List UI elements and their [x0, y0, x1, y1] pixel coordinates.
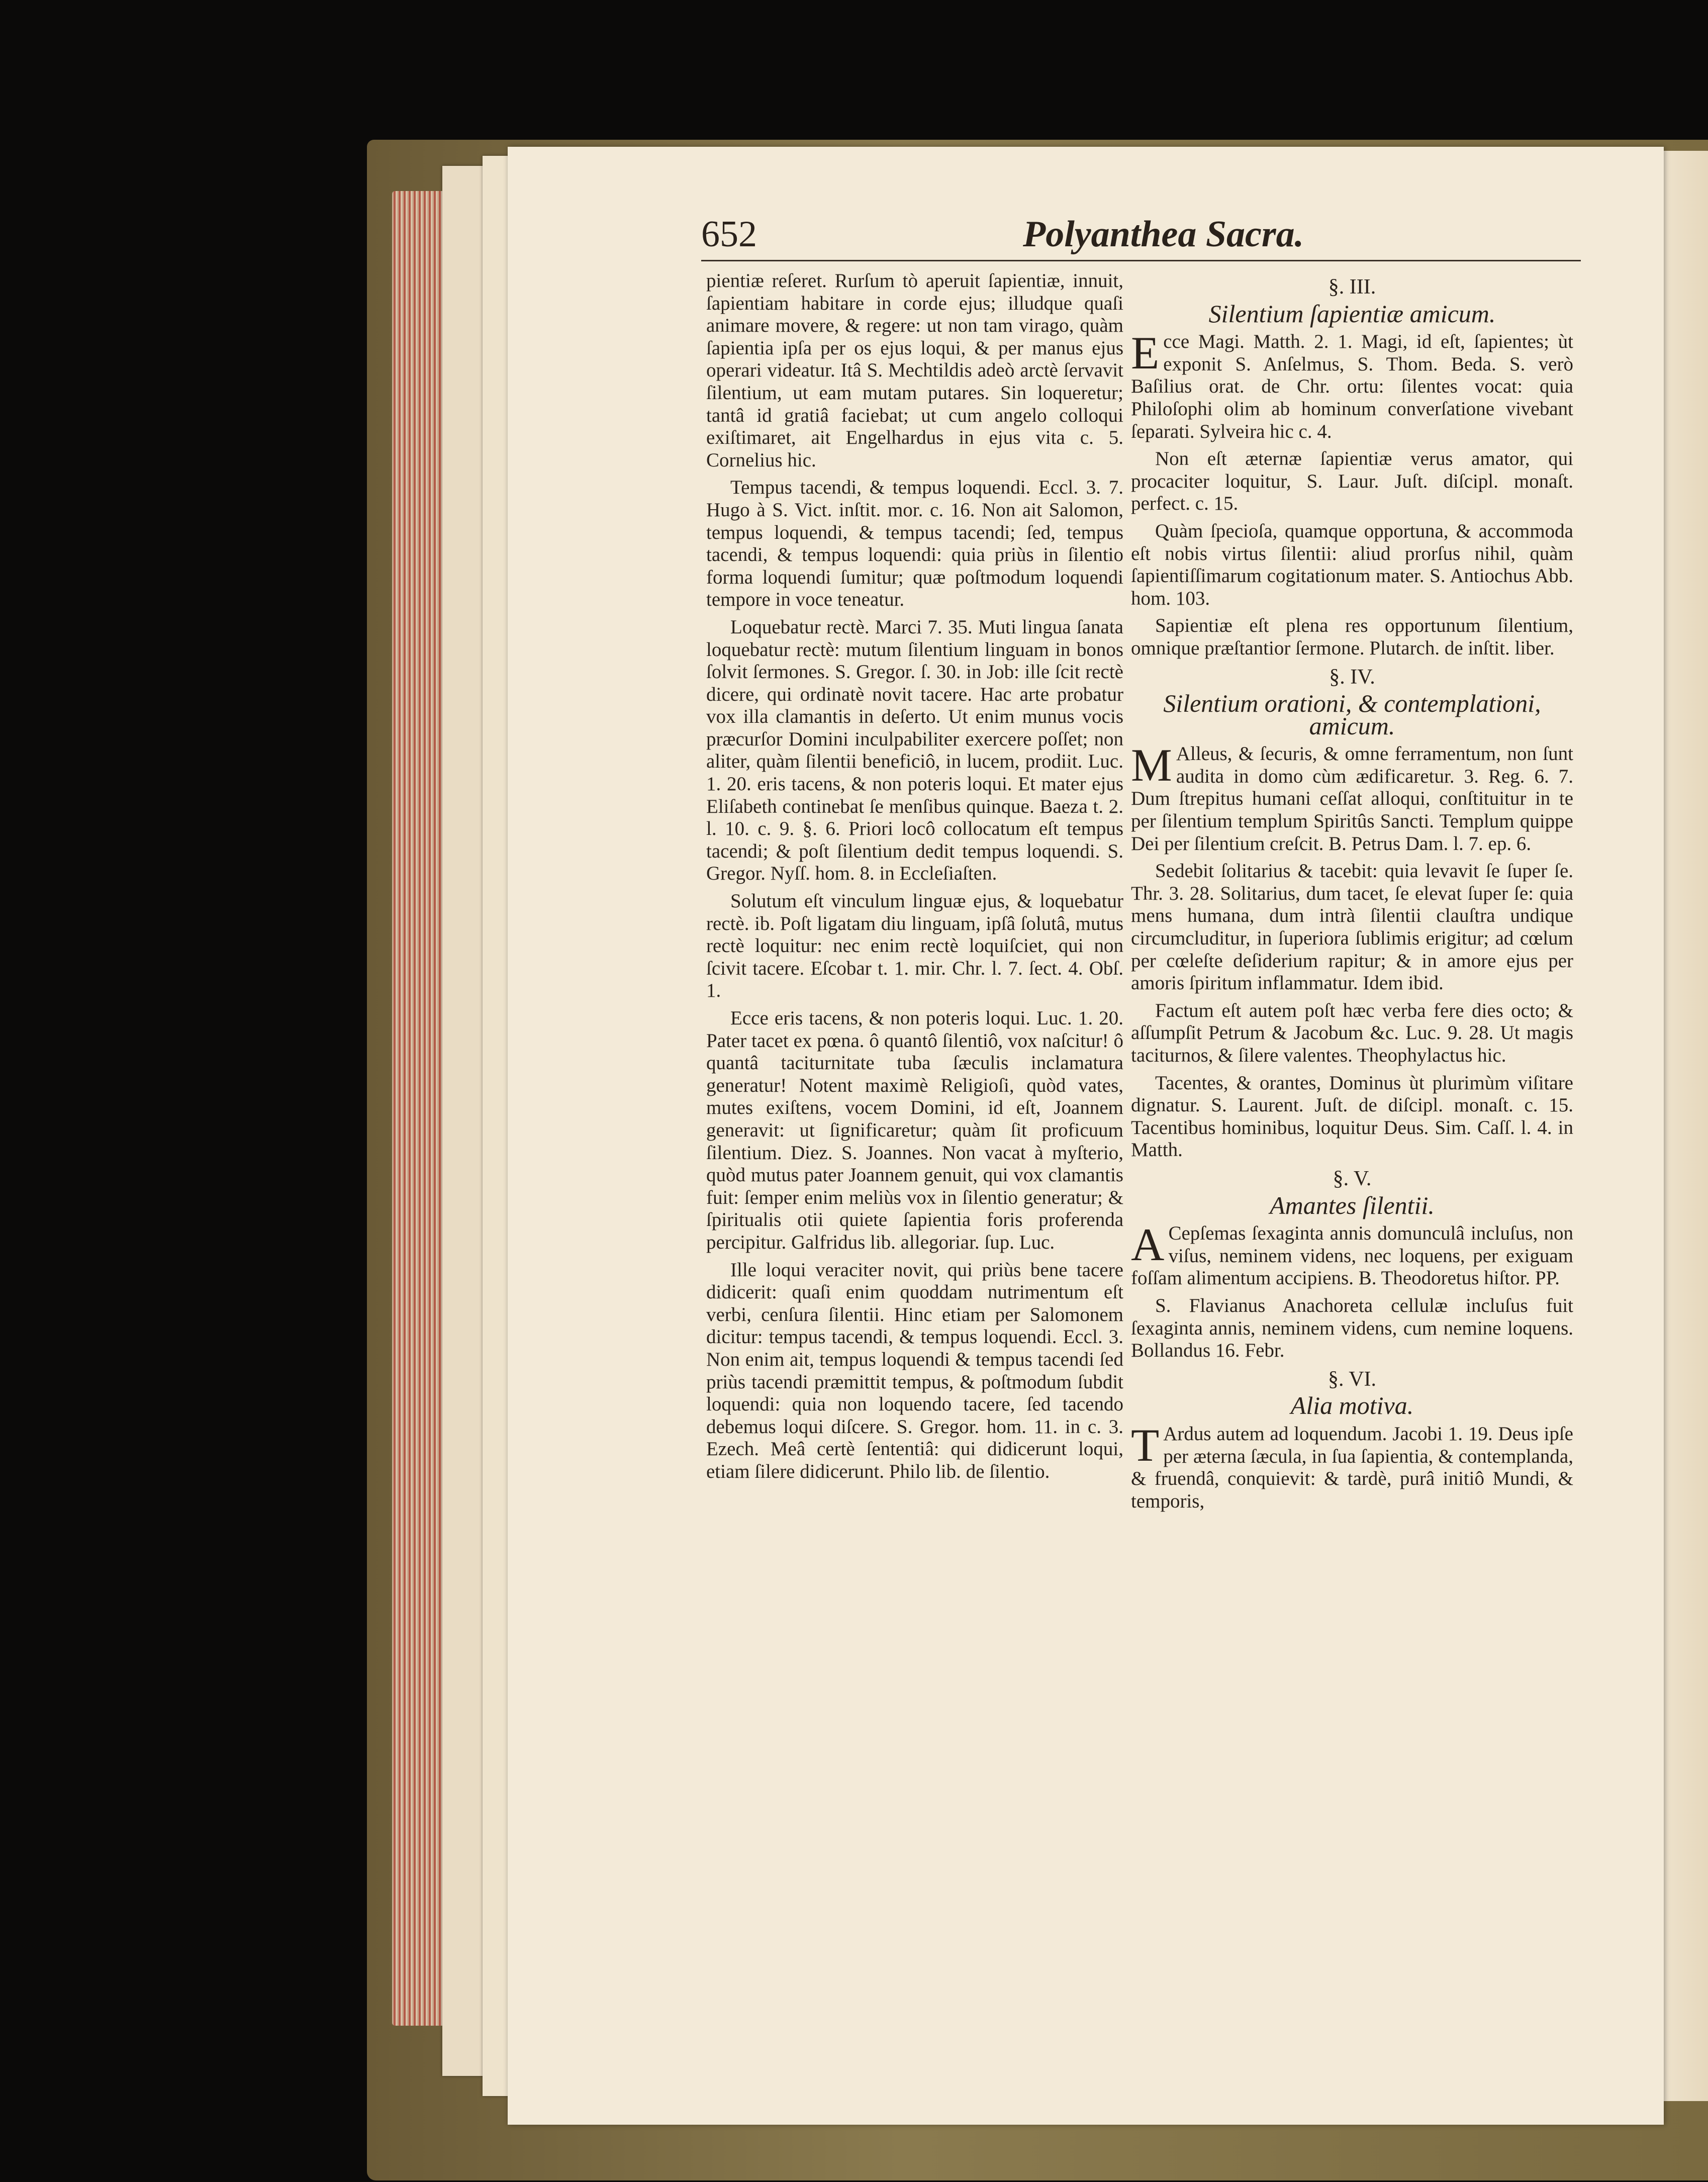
paragraph-text: cce Magi. Matth. 2. 1. Magi, id eſt, ſapientes; ùt exponit S. Anſelmus, S. Thom. Beda. S. verò Baſilius orat. de Chr. ortu: ſilentes vocat: quia Philoſophi olim ab hominum converſatione vivebant ſeparati. Sylveira hic c. 4. — [1131, 331, 1573, 442]
drop-cap: M — [1131, 739, 1172, 791]
header-rule — [701, 260, 1581, 261]
drop-cap: A — [1131, 1219, 1165, 1271]
paragraph: Quàm ſpecioſa, quamque opportuna, & accommoda eſt nobis virtus ſilentii: aliud prorſus nihil, quàm ſapientiſſimarum cogitationum mater. S. Antiochus Abb. hom. 103. — [1131, 520, 1573, 609]
right-column — [1131, 270, 1573, 1517]
section-heading: Alia motiva. — [1290, 1391, 1414, 1420]
paragraph — [1131, 739, 1573, 855]
paragraph-text: Ardus autem ad loquendum. Jacobi 1. 19. Deus ipſe per æterna ſæcula, in ſua ſapientia, & contemplanda, & fruendâ, conquievit: & tardè, purâ initiô Mundi, & temporis, — [1131, 1422, 1573, 1512]
section-heading: Amantes ſilentii. — [1270, 1191, 1435, 1219]
paragraph-text: Cepſemas ſexaginta annis domunculâ incluſus, non viſus, neminem videns, nec loquens, per exiguam foſſam alimentum accipiens. B. Theodoretus hiſtor. PP. — [1131, 1222, 1573, 1289]
paragraph: Solutum eſt vinculum linguæ ejus, & loquebatur rectè. ib. Poſt ligatam diu linguam, ipſâ ſolutâ, mutus rectè loquitur: nec enim rectè loquiſciet, qui non ſcivit tacere. Eſcobar t. 1. mir. Chr. l. 7. ſect. 4. Obſ. 1. — [706, 890, 1123, 1002]
section-number: §. V. — [1333, 1167, 1372, 1190]
drop-cap: T — [1131, 1419, 1160, 1471]
paragraph: Ecce eris tacens, & non poteris loqui. Luc. 1. 20. Pater tacet ex pœna. ô quantô ſilentiô, vox naſcitur! ô quantâ taciturnitate tuba ſæculis inclamatura generatur! Notent maximè Religioſi, quòd vates, mutes exiſtens, vocem Domini, id eſt, Joannem generavit: ut ſignificaretur; quàm ſit proficuum ſilentium. Diez. S. Joannes. Non vacat à myſterio, quòd mutus pater Joannem genuit, qui vox clamantis fuit: ſemper enim meliùs vox in ſilentio generatur; & ſpiritualis otii quiete ſapientia foris proferenda percipitur. Galfridus lib. allegoriar. ſup. Luc. — [706, 1007, 1123, 1253]
paragraph: Ille loqui veraciter novit, qui priùs bene tacere didicerit: quaſi enim quoddam nutrimentum eſt verbi, cenſura ſilentii. Hinc etiam per Salomonem dicitur: tempus tacendi, & tempus loquendi. Eccl. 3. Non enim ait, tempus loquendi & tempus tacendi ſed priùs tacendi præmittit tempus, & poſtmodum ſubdit loquendi: quia non loquendo tacere, ſed tacendo debemus loqui diſcere. S. Gregor. hom. 11. in c. 3. Ezech. Meâ certè ſententiâ: qui didicerunt loqui, etiam ſilere didicerunt. Philo lib. de ſilentio. — [706, 1259, 1123, 1482]
paragraph-text: Alleus, & ſecuris, & omne ferramentum, non ſunt audita in domo cùm ædificaretur. 3. Reg. 6. 7. Dum ſtrepitus humani ceſſat alloqui, conſtituitur in te per ſilentium templum Spiritûs Sancti. Templum quippe Dei per ſilentium creſcit. B. Petrus Dam. l. 7. ep. 6. — [1131, 743, 1573, 855]
paragraph: Sedebit ſolitarius & tacebit: quia levavit ſe ſuper ſe. Thr. 3. 28. Solitarius, dum tacet, ſe elevat ſuper ſe: quia mens humana, dum intrà ſilentii clauſtra undique circumcluditur, in ſuperiora ſublimis erigitur; ad cœlum per cœleſte deſiderium rapitur; & in amore ejus per amoris ſpiritum inflammatur. Idem ibid. — [1131, 860, 1573, 994]
paragraph — [1131, 1419, 1573, 1512]
section-heading: Silentium ſapientiæ amicum. — [1208, 299, 1496, 328]
paragraph: Tacentes, & orantes, Dominus ùt plurimùm viſitare dignatur. S. Laurent. Juſt. de diſcipl. monaſt. c. 15. Tacentibus hominibus, loquitur Deus. Sim. Caſſ. l. 4. in Matth. — [1131, 1072, 1573, 1161]
paragraph: Tempus tacendi, & tempus loquendi. Eccl. 3. 7. Hugo à S. Vict. inſtit. mor. c. 16. Non ait Salomon, tempus loquendi, & tempus tacendi; ſed, tempus tacendi, & tempus loquendi: quia priùs in ſilentio forma loquendi ſumitur; quæ poſtmodum loquendi tempore in voce teneatur. — [706, 477, 1123, 611]
left-column — [706, 270, 1123, 1488]
running-title: Polyanthea Sacra. — [1023, 214, 1304, 255]
drop-cap: E — [1131, 327, 1160, 379]
book-page — [508, 147, 1664, 2125]
paragraph — [1131, 1219, 1573, 1290]
paragraph: pientiæ reſeret. Rurſum tò aperuit ſapientiæ, innuit, ſapientiam habitare in corde ejus; illudque quaſi animare movere, & regere: ut non tam virago, quàm ſapientia ipſa per os ejus loqui, & per manus ejus operari videatur. Itâ S. Mechtildis adeò arctè ſervavit ſilentium, ut eam mutam putares. Sin loqueretur; tantâ id gratiâ faciebat; ut cum angelo colloqui exiſtimaret, ait Engelhardus in ejus vita c. 5. Cornelius hic. — [706, 270, 1123, 471]
section-heading: Silentium orationi, & contemplationi, amicum. — [1163, 689, 1541, 740]
section-number: §. IV. — [1329, 665, 1375, 689]
section-number: §. III. — [1328, 275, 1376, 299]
paragraph: Loquebatur rectè. Marci 7. 35. Muti lingua ſanata loquebatur rectè: mutum ſilentium linguam in bonos ſolvit ſermones. S. Gregor. ſ. 30. in Job: ille ſcit rectè dicere, qui ordinatè novit tacere. Hac arte probatur vox illa clamantis in deſerto. Ut enim munus vocis præcurſor Domini inculpabiliter exercere poſſet; non aliter, quàm ſilentii beneficiô, in lucem, prodiit. Luc. 1. 20. eris tacens, & non poteris loqui. Et mater ejus Eliſabeth continebat ſe menſibus quinque. Baeza t. 2. l. 10. c. 9. §. 6. Priori locô collocatum eſt tempus tacendi; & poſt ſilentium dedit tempus loquendi. S. Gregor. Nyſſ. hom. 8. in Eccleſiaſten. — [706, 616, 1123, 885]
page-number: 652 — [701, 214, 757, 255]
running-header — [701, 213, 1581, 258]
paragraph: Sapientiæ eſt plena res opportunum ſilentium, omnique præſtantior ſermone. Plutarch. de inſtit. liber. — [1131, 615, 1573, 659]
paragraph — [1131, 327, 1573, 443]
paragraph: S. Flavianus Anachoreta cellulæ incluſus fuit ſexaginta annis, neminem videns, cum nemine loquens. Bollandus 16. Febr. — [1131, 1294, 1573, 1362]
paragraph: Non eſt æternæ ſapientiæ verus amator, qui procaciter loquitur, S. Laur. Juſt. diſcipl. monaſt. perfect. c. 15. — [1131, 448, 1573, 515]
paragraph: Factum eſt autem poſt hæc verba fere dies octo; & aſſumpſit Petrum & Jacobum &c. Luc. 9. 28. Ut magis taciturnos, & ſilere valentes. Theophylactus hic. — [1131, 999, 1573, 1066]
section-number: §. VI. — [1327, 1367, 1377, 1391]
